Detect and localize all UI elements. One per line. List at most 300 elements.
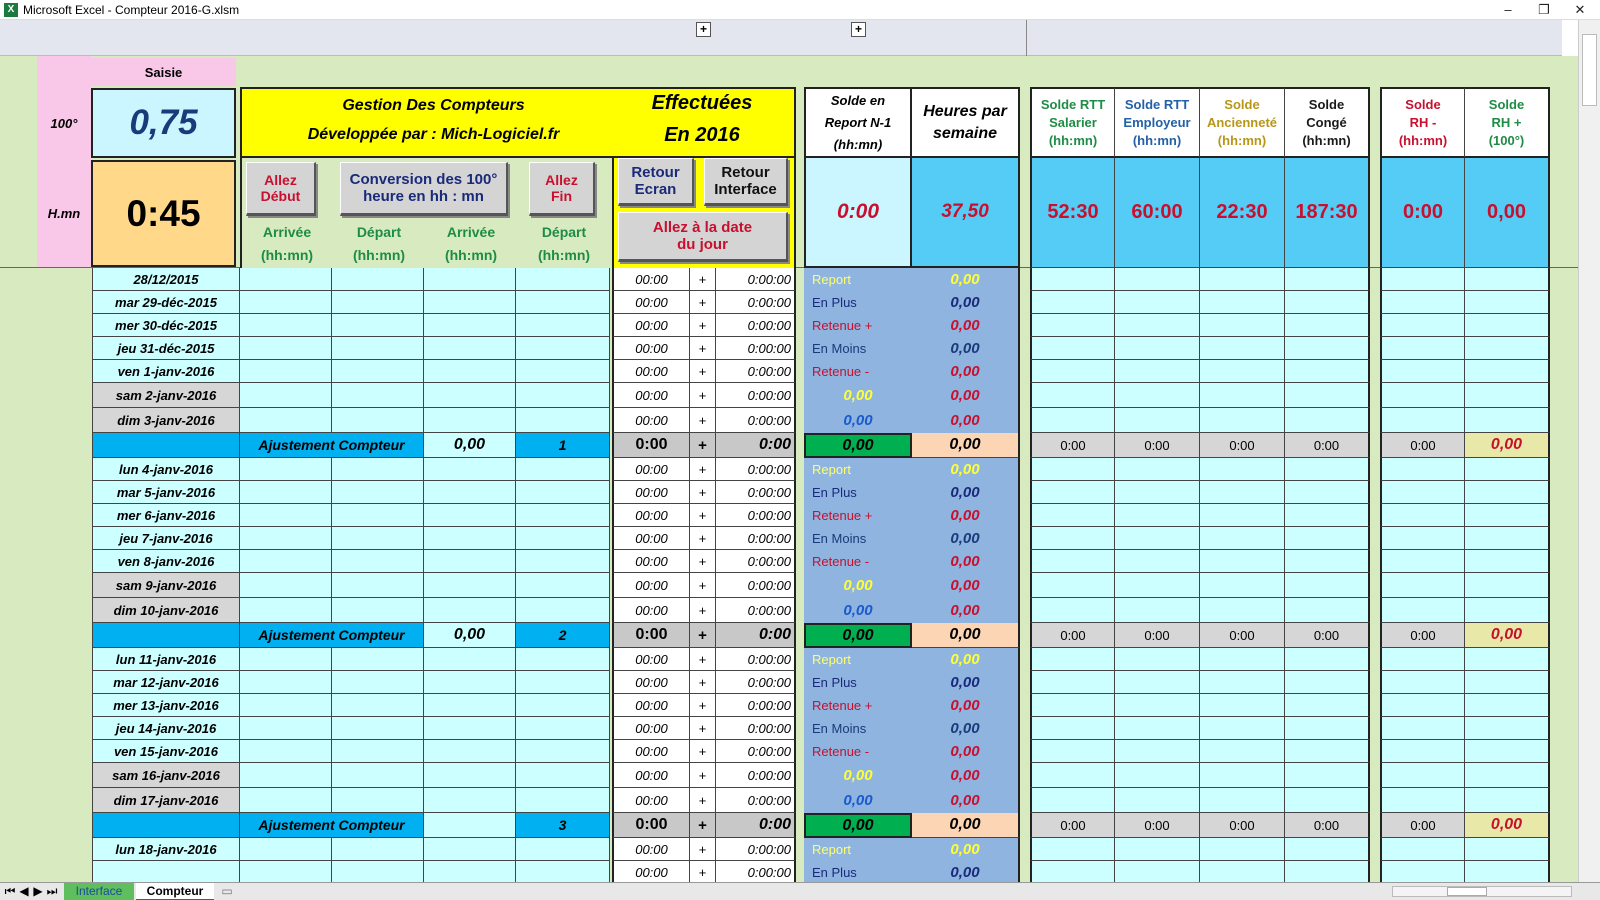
solde-cell[interactable]: [1115, 861, 1200, 884]
first-sheet-icon[interactable]: ⏮: [4, 884, 16, 898]
time-input-cell[interactable]: [516, 861, 610, 884]
solde-cell[interactable]: [1115, 314, 1200, 337]
solde-cell[interactable]: [1380, 671, 1465, 694]
time-input-cell[interactable]: [240, 740, 332, 763]
summary-amount: 0,00: [912, 694, 1020, 717]
solde-cell[interactable]: [1030, 314, 1115, 337]
expand-group-toggle[interactable]: +: [851, 22, 866, 37]
solde-cell[interactable]: [1115, 337, 1200, 360]
worked-time-cell: 00:00: [612, 458, 690, 481]
column-header-unit: (hh:mn): [260, 247, 314, 263]
week-total-time: 0:00: [612, 813, 690, 838]
solde-cell[interactable]: [1465, 717, 1550, 740]
solde-cell[interactable]: [1115, 788, 1200, 813]
total-time-cell: 0:00:00: [716, 717, 796, 740]
time-input-cell[interactable]: [516, 458, 610, 481]
solde-cell[interactable]: [1380, 337, 1465, 360]
solde-cell[interactable]: [1285, 763, 1370, 788]
time-input-cell[interactable]: [240, 291, 332, 314]
solde-cell[interactable]: [1115, 481, 1200, 504]
solde-cell[interactable]: [1465, 360, 1550, 383]
solde-cell[interactable]: [1030, 504, 1115, 527]
solde-cell[interactable]: [1380, 527, 1465, 550]
restore-button[interactable]: ❐: [1538, 2, 1550, 17]
solde-cell[interactable]: [1285, 458, 1370, 481]
solde-cell[interactable]: [1380, 694, 1465, 717]
week-plus: +: [690, 623, 716, 648]
time-input-cell[interactable]: [516, 408, 610, 433]
solde-cell[interactable]: [1465, 383, 1550, 408]
time-input-cell[interactable]: [332, 337, 424, 360]
time-input-cell[interactable]: [240, 573, 332, 598]
solde-cell[interactable]: [1285, 598, 1370, 623]
time-input-cell[interactable]: [332, 861, 424, 884]
solde-cell[interactable]: [1285, 838, 1370, 861]
solde-cell[interactable]: [1285, 671, 1370, 694]
solde-cell[interactable]: [1380, 383, 1465, 408]
solde-cell[interactable]: [1030, 337, 1115, 360]
time-input-cell[interactable]: [424, 763, 516, 788]
solde-cell[interactable]: [1465, 504, 1550, 527]
time-input-cell[interactable]: [424, 337, 516, 360]
time-input-cell[interactable]: [516, 740, 610, 763]
solde-cell[interactable]: [1380, 861, 1465, 884]
time-input-cell[interactable]: [424, 694, 516, 717]
solde-cell[interactable]: [1380, 550, 1465, 573]
solde-cell[interactable]: [1380, 314, 1465, 337]
solde-cell[interactable]: [1030, 527, 1115, 550]
solde-cell[interactable]: [1380, 481, 1465, 504]
time-input-cell[interactable]: [240, 504, 332, 527]
hscroll-thumb[interactable]: [1447, 887, 1487, 896]
time-input-cell[interactable]: [516, 648, 610, 671]
solde-cell[interactable]: [1030, 291, 1115, 314]
solde-cell[interactable]: [1380, 573, 1465, 598]
time-input-cell[interactable]: [516, 838, 610, 861]
time-input-cell[interactable]: [332, 788, 424, 813]
summary-label: Report: [804, 838, 912, 861]
solde-cell[interactable]: [1200, 763, 1285, 788]
time-input-cell[interactable]: [240, 337, 332, 360]
solde-cell[interactable]: [1030, 838, 1115, 861]
solde-cell[interactable]: [1465, 861, 1550, 884]
solde-cell[interactable]: [1030, 481, 1115, 504]
time-input-cell[interactable]: [332, 838, 424, 861]
solde-cell[interactable]: [1285, 573, 1370, 598]
solde-cell[interactable]: [1380, 788, 1465, 813]
solde-cell[interactable]: [1030, 671, 1115, 694]
solde-cell[interactable]: [1200, 383, 1285, 408]
solde-cell[interactable]: [1200, 550, 1285, 573]
solde-cell[interactable]: [1200, 598, 1285, 623]
time-input-cell[interactable]: [332, 671, 424, 694]
time-input-cell[interactable]: [516, 314, 610, 337]
solde-cell[interactable]: [1115, 740, 1200, 763]
total-time-cell: 0:00:00: [716, 671, 796, 694]
summary-label: Report: [804, 268, 912, 291]
solde-cell[interactable]: [1200, 671, 1285, 694]
week-balance-peach: 0,00: [912, 813, 1020, 838]
solde-cell[interactable]: [1030, 408, 1115, 433]
time-input-cell[interactable]: [332, 740, 424, 763]
time-input-cell[interactable]: [516, 360, 610, 383]
column-header-unit: (hh:mn): [444, 247, 498, 263]
solde-cell[interactable]: [1285, 717, 1370, 740]
time-input-cell[interactable]: [240, 838, 332, 861]
time-input-cell[interactable]: [332, 360, 424, 383]
solde-cell[interactable]: [1465, 527, 1550, 550]
app-subtitle: Développée par : Mich-Logiciel.fr: [307, 126, 560, 143]
prev-sheet-icon[interactable]: ◀: [19, 884, 29, 898]
solde-cell[interactable]: [1285, 360, 1370, 383]
summary-label: Retenue +: [804, 504, 912, 527]
saisie-label: Saisie: [91, 58, 236, 86]
time-input-cell[interactable]: [240, 550, 332, 573]
time-input-cell[interactable]: [240, 458, 332, 481]
solde-cell[interactable]: [1115, 598, 1200, 623]
solde-cell[interactable]: [1200, 360, 1285, 383]
heures-semaine-value[interactable]: 37,50: [912, 158, 1020, 268]
solde-cell[interactable]: [1115, 763, 1200, 788]
time-input-cell[interactable]: [424, 573, 516, 598]
time-input-cell[interactable]: [424, 268, 516, 291]
solde-cell[interactable]: [1380, 740, 1465, 763]
time-input-cell[interactable]: [424, 504, 516, 527]
solde-cell[interactable]: [1115, 527, 1200, 550]
time-input-cell[interactable]: [240, 694, 332, 717]
value-100-field[interactable]: 0,75: [91, 88, 236, 158]
new-sheet-icon[interactable]: ▭: [221, 884, 233, 898]
worked-time-cell: 00:00: [612, 861, 690, 884]
solde-cell[interactable]: [1380, 838, 1465, 861]
solde-cell[interactable]: [1115, 694, 1200, 717]
time-input-cell[interactable]: [332, 458, 424, 481]
time-input-cell[interactable]: [240, 648, 332, 671]
solde-cell[interactable]: [1030, 648, 1115, 671]
time-input-cell[interactable]: [424, 717, 516, 740]
time-input-cell[interactable]: [424, 648, 516, 671]
solde-cell[interactable]: [1380, 291, 1465, 314]
time-input-cell[interactable]: [424, 527, 516, 550]
conversion-button[interactable]: Conversion des 100° heure en hh : mn: [340, 162, 508, 216]
date-cell: ven 1-janv-2016: [92, 360, 240, 383]
week-solde-total: 0:00: [1030, 623, 1115, 648]
time-input-cell[interactable]: [332, 408, 424, 433]
time-input-cell[interactable]: [332, 383, 424, 408]
time-input-cell[interactable]: [240, 717, 332, 740]
time-input-cell[interactable]: [424, 458, 516, 481]
summary-amount: 0,00: [912, 291, 1020, 314]
solde-cell[interactable]: [1030, 550, 1115, 573]
week-total: 0:00: [716, 813, 796, 838]
expand-group-toggle[interactable]: +: [696, 22, 711, 37]
week-solde-total: 0:00: [1115, 623, 1200, 648]
solde-cell[interactable]: [1465, 598, 1550, 623]
solde-cell[interactable]: [1200, 694, 1285, 717]
summary-label: Retenue +: [804, 314, 912, 337]
time-input-cell[interactable]: [240, 268, 332, 291]
solde-cell[interactable]: [1115, 383, 1200, 408]
allez-date-button[interactable]: Allez à la date du jour: [618, 212, 788, 262]
solde-cell[interactable]: [1465, 550, 1550, 573]
time-input-cell[interactable]: [424, 408, 516, 433]
time-input-cell[interactable]: [240, 861, 332, 884]
adjustment-label: Ajustement Compteur: [240, 623, 424, 648]
solde-cell[interactable]: [1200, 291, 1285, 314]
worked-time-cell: 00:00: [612, 360, 690, 383]
time-input-cell[interactable]: [332, 694, 424, 717]
solde-cell[interactable]: [1285, 268, 1370, 291]
time-input-cell[interactable]: [516, 337, 610, 360]
plus-cell: +: [690, 740, 716, 763]
solde-cell[interactable]: [1465, 337, 1550, 360]
time-input-cell[interactable]: [516, 694, 610, 717]
time-input-cell[interactable]: [516, 788, 610, 813]
solde-cell[interactable]: [1200, 268, 1285, 291]
scroll-thumb[interactable]: [1582, 34, 1597, 106]
solde-cell[interactable]: [1465, 671, 1550, 694]
solde-report-value[interactable]: 0:00: [804, 158, 912, 268]
solde-cell[interactable]: [1465, 763, 1550, 788]
solde-cell[interactable]: [1285, 788, 1370, 813]
time-input-cell[interactable]: [240, 408, 332, 433]
solde-cell[interactable]: [1200, 573, 1285, 598]
worked-time-cell: 00:00: [612, 337, 690, 360]
time-input-cell[interactable]: [516, 671, 610, 694]
vertical-scrollbar[interactable]: [1578, 20, 1600, 882]
time-input-cell[interactable]: [516, 481, 610, 504]
solde-cell[interactable]: [1030, 268, 1115, 291]
solde-cell[interactable]: [1465, 314, 1550, 337]
solde-cell[interactable]: [1115, 671, 1200, 694]
solde-cell[interactable]: [1465, 694, 1550, 717]
solde-cell[interactable]: [1380, 648, 1465, 671]
time-input-cell[interactable]: [424, 861, 516, 884]
solde-cell[interactable]: [1200, 648, 1285, 671]
time-input-cell[interactable]: [240, 527, 332, 550]
worked-time-cell: 00:00: [612, 408, 690, 433]
solde-cell[interactable]: [1285, 337, 1370, 360]
solde-cell[interactable]: [1200, 717, 1285, 740]
time-input-cell[interactable]: [516, 550, 610, 573]
time-input-cell[interactable]: [332, 573, 424, 598]
time-input-cell[interactable]: [424, 671, 516, 694]
time-input-cell[interactable]: [240, 383, 332, 408]
allez-debut-button[interactable]: Allez Début: [246, 162, 316, 216]
solde-cell[interactable]: [1115, 550, 1200, 573]
time-input-cell[interactable]: [332, 717, 424, 740]
allez-fin-button[interactable]: Allez Fin: [529, 162, 595, 216]
time-input-cell[interactable]: [424, 383, 516, 408]
summary-amount: 0,00: [912, 671, 1020, 694]
solde-cell[interactable]: [1285, 314, 1370, 337]
total-time-cell: 0:00:00: [716, 763, 796, 788]
solde-cell[interactable]: [1200, 788, 1285, 813]
solde-cell[interactable]: [1380, 763, 1465, 788]
solde-cell[interactable]: [1030, 573, 1115, 598]
date-cell: ven 15-janv-2016: [92, 740, 240, 763]
time-input-cell[interactable]: [516, 763, 610, 788]
solde-cell[interactable]: [1030, 360, 1115, 383]
solde-cell[interactable]: [1465, 788, 1550, 813]
time-input-cell[interactable]: [332, 598, 424, 623]
solde-cell[interactable]: [1465, 408, 1550, 433]
time-input-cell[interactable]: [424, 314, 516, 337]
time-input-cell[interactable]: [240, 671, 332, 694]
solde-cell[interactable]: [1030, 383, 1115, 408]
time-input-cell[interactable]: [424, 838, 516, 861]
horizontal-scrollbar[interactable]: [1392, 886, 1572, 897]
retour-ecran-button[interactable]: Retour Ecran: [618, 158, 694, 206]
time-input-cell[interactable]: [424, 291, 516, 314]
solde-cell[interactable]: [1030, 694, 1115, 717]
solde-cell[interactable]: [1285, 550, 1370, 573]
time-input-cell[interactable]: [516, 598, 610, 623]
solde-cell[interactable]: [1030, 717, 1115, 740]
solde-cell[interactable]: [1200, 504, 1285, 527]
adjustment-value[interactable]: 0,00: [424, 623, 516, 648]
close-button[interactable]: ✕: [1574, 2, 1586, 17]
solde-cell[interactable]: [1200, 337, 1285, 360]
solde-cell[interactable]: [1465, 481, 1550, 504]
time-input-cell[interactable]: [332, 527, 424, 550]
plus-cell: +: [690, 788, 716, 813]
adjustment-value[interactable]: 0,00: [424, 433, 516, 458]
plus-cell: +: [690, 694, 716, 717]
solde-cell[interactable]: [1465, 458, 1550, 481]
solde-cell[interactable]: [1115, 408, 1200, 433]
time-input-cell[interactable]: [424, 788, 516, 813]
time-input-cell[interactable]: [332, 291, 424, 314]
time-input-cell[interactable]: [240, 481, 332, 504]
time-input-cell[interactable]: [424, 550, 516, 573]
time-input-cell[interactable]: [424, 598, 516, 623]
solde-cell[interactable]: [1200, 740, 1285, 763]
time-input-cell[interactable]: [424, 481, 516, 504]
solde-cell[interactable]: [1115, 458, 1200, 481]
solde-cell[interactable]: [1115, 504, 1200, 527]
solde-cell[interactable]: [1200, 481, 1285, 504]
plus-cell: +: [690, 481, 716, 504]
solde-cell[interactable]: [1115, 360, 1200, 383]
time-input-cell[interactable]: [424, 740, 516, 763]
solde-cell[interactable]: [1030, 861, 1115, 884]
solde-cell[interactable]: [1115, 573, 1200, 598]
time-input-cell[interactable]: [332, 504, 424, 527]
time-input-cell[interactable]: [332, 648, 424, 671]
minimize-button[interactable]: –: [1504, 2, 1512, 17]
solde-cell[interactable]: [1380, 504, 1465, 527]
plus-cell: +: [690, 861, 716, 884]
time-input-cell[interactable]: [240, 763, 332, 788]
solde-cell[interactable]: [1030, 458, 1115, 481]
solde-cell[interactable]: [1380, 360, 1465, 383]
worked-time-cell: 00:00: [612, 383, 690, 408]
solde-cell[interactable]: [1465, 291, 1550, 314]
solde-cell[interactable]: [1030, 763, 1115, 788]
solde-cell[interactable]: [1285, 291, 1370, 314]
time-input-cell[interactable]: [332, 550, 424, 573]
adjustment-value[interactable]: [424, 813, 516, 838]
time-input-cell[interactable]: [516, 573, 610, 598]
solde-cell[interactable]: [1115, 291, 1200, 314]
solde-cell[interactable]: [1115, 648, 1200, 671]
time-input-cell[interactable]: [516, 268, 610, 291]
solde-cell[interactable]: [1115, 268, 1200, 291]
solde-cell[interactable]: [1285, 383, 1370, 408]
week-number: 2: [516, 623, 610, 648]
solde-cell[interactable]: [1115, 838, 1200, 861]
solde-cell[interactable]: [1200, 838, 1285, 861]
solde-cell[interactable]: [1465, 268, 1550, 291]
solde-cell[interactable]: [1285, 861, 1370, 884]
solde-cell[interactable]: [1200, 527, 1285, 550]
week-solde-total: 0:00: [1380, 433, 1465, 458]
solde-cell[interactable]: [1030, 788, 1115, 813]
solde-cell[interactable]: [1465, 573, 1550, 598]
solde-cell[interactable]: [1285, 527, 1370, 550]
time-input-cell[interactable]: [332, 314, 424, 337]
summary-amount: 0,00: [912, 740, 1020, 763]
time-input-cell[interactable]: [516, 504, 610, 527]
solde-cell[interactable]: [1380, 408, 1465, 433]
solde-cell[interactable]: [1285, 694, 1370, 717]
worked-time-cell: 00:00: [612, 291, 690, 314]
solde-cell[interactable]: [1380, 717, 1465, 740]
solde-cell[interactable]: [1465, 648, 1550, 671]
solde-cell[interactable]: [1380, 458, 1465, 481]
solde-cell[interactable]: [1200, 408, 1285, 433]
solde-cell[interactable]: [1200, 458, 1285, 481]
time-input-cell[interactable]: [240, 598, 332, 623]
time-input-cell[interactable]: [516, 383, 610, 408]
next-sheet-icon[interactable]: ▶: [33, 884, 43, 898]
solde-cell[interactable]: [1200, 314, 1285, 337]
solde-cell[interactable]: [1285, 481, 1370, 504]
time-input-cell[interactable]: [240, 314, 332, 337]
last-sheet-icon[interactable]: ⏭: [46, 884, 58, 898]
app-title: Gestion Des Compteurs: [342, 97, 525, 114]
solde-cell[interactable]: [1380, 268, 1465, 291]
time-input-cell[interactable]: [516, 717, 610, 740]
time-input-cell[interactable]: [516, 291, 610, 314]
time-input-cell[interactable]: [516, 527, 610, 550]
solde-cell[interactable]: [1200, 861, 1285, 884]
time-input-cell[interactable]: [424, 360, 516, 383]
time-input-cell[interactable]: [332, 268, 424, 291]
retour-interface-button[interactable]: Retour Interface: [704, 158, 788, 206]
solde-cell[interactable]: [1030, 598, 1115, 623]
sheet-tab-interface[interactable]: Interface: [64, 883, 134, 900]
time-input-cell[interactable]: [240, 360, 332, 383]
week-solde-total: 0:00: [1200, 433, 1285, 458]
time-input-cell[interactable]: [332, 763, 424, 788]
time-input-cell[interactable]: [332, 481, 424, 504]
summary-amount: 0,00: [912, 458, 1020, 481]
sheet-tab-compteur[interactable]: Compteur: [136, 883, 214, 900]
solde-cell[interactable]: [1380, 598, 1465, 623]
solde-cell[interactable]: [1465, 740, 1550, 763]
solde-cell[interactable]: [1285, 648, 1370, 671]
solde-cell[interactable]: [1285, 740, 1370, 763]
solde-cell[interactable]: [1115, 717, 1200, 740]
solde-cell[interactable]: [1285, 504, 1370, 527]
time-input-cell[interactable]: [240, 788, 332, 813]
solde-cell[interactable]: [1030, 740, 1115, 763]
solde-cell[interactable]: [1465, 838, 1550, 861]
week-balance-green: 0,00: [804, 813, 912, 838]
solde-cell[interactable]: [1285, 408, 1370, 433]
